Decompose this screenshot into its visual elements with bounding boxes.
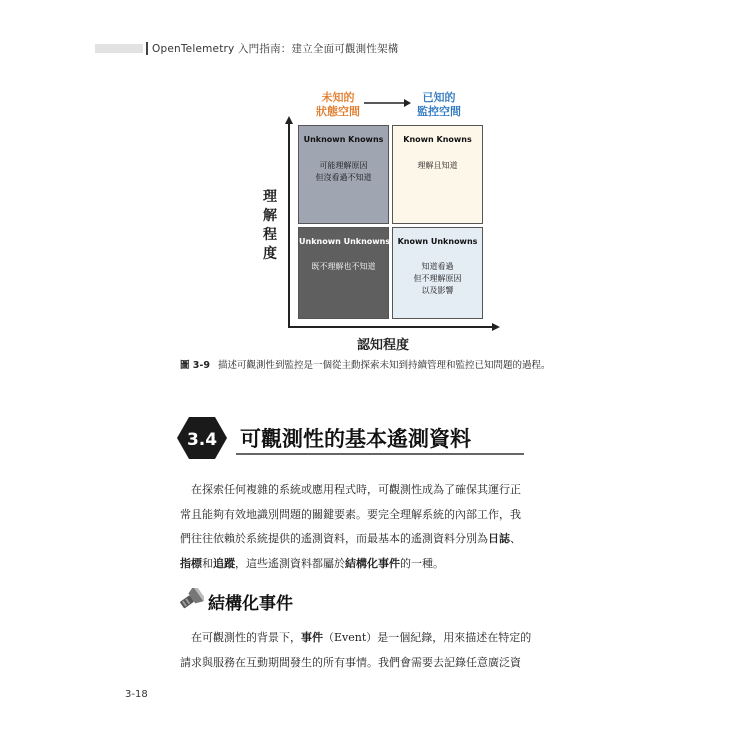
quadrant-unknown-unknowns bbox=[298, 227, 389, 319]
quadrant-title: Known Unknowns bbox=[397, 237, 478, 246]
y-axis-label-char: 解 bbox=[263, 208, 277, 224]
paragraph-text: 和 bbox=[202, 556, 213, 570]
body-paragraph-2 bbox=[180, 626, 568, 675]
running-header-title: OpenTelemetry 入門指南：建立全面可觀測性架構 bbox=[152, 43, 399, 55]
figure-label-unknown-line2: 狀態空間 bbox=[316, 105, 360, 118]
page-number: 3-18 bbox=[125, 689, 148, 700]
paragraph-line: 在探索任何複雜的系統或應用程式時，可觀測性成為了確保其運行正 bbox=[191, 483, 521, 496]
section-number-hexagon-icon bbox=[176, 416, 228, 460]
header-separator bbox=[146, 42, 148, 55]
paragraph-text: ，這些遙測資料都屬於 bbox=[235, 556, 345, 570]
bold-term-event: 事件 bbox=[301, 631, 323, 644]
section-number: 3.4 bbox=[186, 430, 218, 450]
section-title: 可觀測性的基本遙測資料 bbox=[240, 427, 471, 451]
quadrant-line: 既不理解也不知道 bbox=[311, 262, 376, 271]
figure-caption-text: 描述可觀測性到監控是一個從主動探索未知到持續管理和監控已知問題的過程。 bbox=[217, 360, 551, 371]
figure-x-axis bbox=[288, 326, 494, 328]
figure-y-axis bbox=[288, 122, 290, 328]
paragraph-line bbox=[180, 527, 568, 552]
quadrant-line: 但不理解原因 bbox=[413, 274, 462, 283]
figure-caption-number: 圖 3-9 bbox=[180, 360, 210, 371]
paragraph-line bbox=[180, 626, 568, 651]
quadrant-title: Known Knowns bbox=[403, 135, 472, 144]
paragraph-text: 在可觀測性的背景下， bbox=[191, 631, 301, 644]
figure-label-unknown-space bbox=[316, 91, 360, 119]
paragraph-text: （Event）是一個紀錄，用來描述在特定的 bbox=[323, 631, 532, 644]
quadrant-line: 但沒看過不知道 bbox=[315, 173, 372, 182]
figure-label-known-space bbox=[417, 91, 461, 119]
y-axis-label-char: 度 bbox=[263, 246, 277, 262]
figure-label-unknown-line1: 未知的 bbox=[321, 91, 355, 104]
header-decor-bar bbox=[95, 44, 143, 53]
paragraph-line: 常且能夠有效地識別問題的關鍵要素。要完全理解系統的內部工作，我 bbox=[180, 507, 521, 521]
x-axis-arrow-icon bbox=[490, 322, 500, 332]
quadrant-line: 理解且知道 bbox=[417, 161, 458, 170]
quadrant-description bbox=[393, 261, 482, 297]
y-axis-label bbox=[262, 188, 278, 264]
quadrant-description bbox=[393, 160, 482, 172]
quadrant-title: Unknown Unknowns bbox=[299, 237, 391, 246]
bold-term-structured-events: 結構化事件 bbox=[345, 556, 400, 570]
paragraph-text: 、 bbox=[510, 532, 521, 545]
bold-term-logs: 日誌 bbox=[488, 532, 510, 545]
quadrant-unknown-knowns bbox=[298, 125, 389, 224]
quadrant-line: 可能理解原因 bbox=[319, 161, 368, 170]
x-axis-label: 認知程度 bbox=[357, 338, 410, 353]
body-paragraph-1 bbox=[180, 478, 568, 576]
paragraph-line: 請求與服務在互動期間發生的所有事情。我們會需要去記錄任意廣泛資 bbox=[180, 655, 521, 669]
section-title-underline bbox=[236, 453, 524, 455]
bold-term-traces: 追蹤 bbox=[213, 556, 235, 570]
paragraph-text: 的一種。 bbox=[400, 556, 444, 570]
quadrant-description bbox=[299, 261, 388, 273]
bold-term-metrics: 指標 bbox=[180, 556, 202, 570]
paragraph-text: 們往往依賴於系統提供的遙測資料，而最基本的遙測資料分別為 bbox=[180, 532, 488, 545]
quadrant-line: 以及影響 bbox=[421, 286, 454, 295]
y-axis-label-char: 程 bbox=[263, 227, 277, 243]
figure-caption bbox=[180, 357, 551, 371]
quadrant-line: 知道看過 bbox=[421, 262, 454, 271]
y-axis-label-char: 理 bbox=[263, 189, 277, 205]
figure-label-known-line1: 已知的 bbox=[422, 91, 456, 104]
subsection-title: 結構化事件 bbox=[208, 594, 293, 614]
quadrant-title: Unknown Knowns bbox=[303, 135, 384, 144]
right-arrow-icon bbox=[362, 98, 412, 108]
paragraph-line bbox=[180, 552, 568, 577]
quadrant-known-unknowns bbox=[392, 227, 483, 319]
quadrant-known-knowns bbox=[392, 125, 483, 224]
quadrant-description bbox=[299, 160, 388, 184]
figure-label-known-line2: 監控空間 bbox=[417, 105, 461, 118]
flashlight-icon bbox=[178, 588, 204, 610]
y-axis-arrow-icon bbox=[284, 116, 294, 126]
